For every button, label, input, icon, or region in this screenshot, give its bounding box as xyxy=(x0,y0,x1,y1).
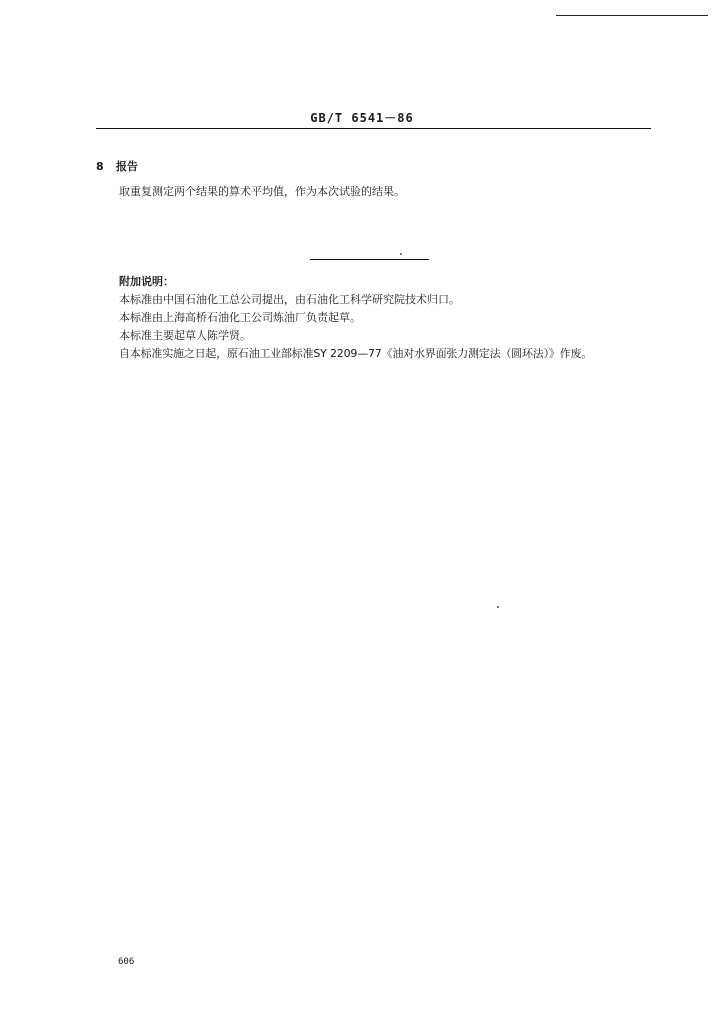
notes-heading: 附加说明： xyxy=(119,275,174,288)
notes-line: 自本标准实施之日起，原石油工业部标准SY 2209—77《油对水界面张力测定法（圆环法）》作废。 xyxy=(119,347,593,360)
standard-code-header: GB/T 6541－86 xyxy=(310,111,414,125)
scan-speck xyxy=(400,253,402,255)
notes-line: 本标准主要起草人陈学贤。 xyxy=(119,329,251,342)
notes-line: 本标准由中国石油化工总公司提出，由石油化工科学研究院技术归口。 xyxy=(119,293,460,306)
top-edge-rule xyxy=(556,15,708,16)
page-number: 606 xyxy=(118,957,135,967)
section-heading xyxy=(96,158,138,174)
section-title: 报告 xyxy=(116,160,138,173)
separator-rule xyxy=(310,259,429,260)
notes-line: 本标准由上海高桥石油化工公司炼油厂负责起草。 xyxy=(119,311,361,324)
section-number: 8 xyxy=(96,160,104,173)
section-body: 取重复测定两个结果的算术平均值，作为本次试验的结果。 xyxy=(119,185,405,198)
scan-speck xyxy=(497,606,499,608)
header-rule xyxy=(96,128,651,129)
